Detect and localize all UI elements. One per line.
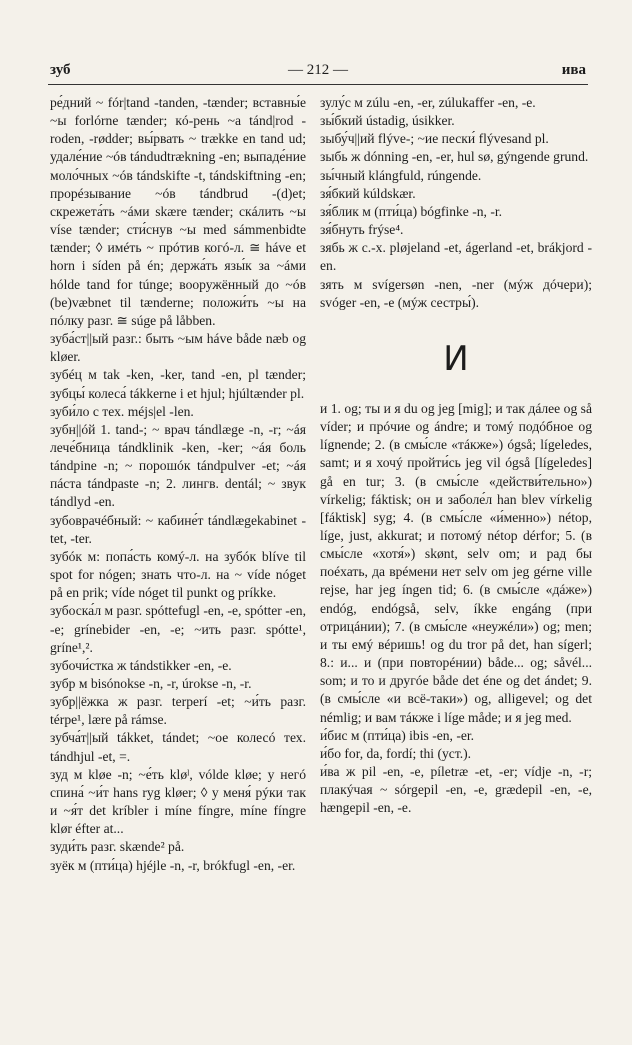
dictionary-entry: зыбь ж dónning -en, -er, hul sø, gýngende grund. <box>320 149 589 165</box>
dictionary-entry: и́бис м (пти́ца) ibis -en, -er. <box>320 727 475 743</box>
right-column <box>320 94 592 817</box>
dictionary-entry: зыбу́ч||ий flýve-; ~ие пески́ flývesand pl. <box>320 131 549 147</box>
dictionary-entry: зять м svígersøn -nen, -ner (мýж дóчери); svóger -en, -e (мýж сестры́). <box>320 276 592 310</box>
section-letter-heading: И <box>443 338 469 379</box>
dictionary-entry: зуд м kløe -n; ~е́ть kløˡ, vólde kløe; у негó спина́ ~и́т hans ryg kløer; ◊ у меня́ рýки так и ~я́т det kríbler i míne fíngre, míne fíngre klør éfter at... <box>50 766 306 837</box>
dictionary-entry: зя́блик м (пти́ца) bógfinke -n, -r. <box>320 203 503 219</box>
dictionary-entry: зубн||óй 1. tand-; ~ врач tándlæge -n, -r; ~áя лече́бница tándklinik -ken, -ker; ~áя боль tándpine -n; ~ порошóк tándpulver -et; ~áя пáста tándpaste -n; 2. лингв. dentál; ~ звук tándlyd -en. <box>50 421 306 510</box>
dictionary-entry: зуёк м (пти́ца) hjéjle -n, -r, brókfugl -en, -er. <box>50 857 296 873</box>
dictionary-entry: зубочи́стка ж tándstikker -en, -e. <box>50 657 232 673</box>
dictionary-entry: зя́бкий kúldskær. <box>320 185 416 201</box>
dictionary-entry: зубóк м: попа́сть комý-л. на зубóк blíve til spot for nógen; знать что-л. на ~ víde nóget på en prik; víde nóget til punkt og príkke. <box>50 548 306 601</box>
dictionary-entry: зубр м bisónokse -n, -r, úrokse -n, -r. <box>50 676 252 691</box>
running-header <box>50 62 586 86</box>
dictionary-entry: ре́дний ~ fór|tand -tanden, -tænder; вставны́е ~ы forlórne tænder; кó-рень ~а tánd|rod -roden, -rødder; вы́рвать ~ trække en tand ud; удале́ние ~óв tándudtrækning -en; выпаде́ние моло́чных ~óв tándskifte -t, tándskiftning -en; прорéзывание ~óв tándbrud -(d)et; скрежета́ть ~áми skære tænder; скáлить ~ы víse tænder; сти́снув ~ы med sámmenbidte tænder; ◊ имéть ~ прóтив когó-л. ≅ háve et horn i síden på én; держа́ть язы́к за ~áми hólde tand for túnge; вооружённый до ~óв (be)væbnet til tænderne; положи́ть ~ы на пóлку разг. ≅ súge på låbben. <box>50 95 306 328</box>
dictionary-entry: зябь ж с.-х. pløjeland -et, ágerland -et, brákjord -en. <box>320 240 592 274</box>
dictionary-entry: зубéц м tak -ken, -ker, tand -en, pl tænder; зубцы́ колеса́ tákkerne i et hjul; hjúltænder pl. <box>50 367 306 401</box>
dictionary-entry: и́ва ж pil -en, -e, píletræ -et, -er; vídje -n, -r; плакýчая ~ sórgepil -en, -e, grædepil -en, -e, hængepil -en, -e. <box>320 764 592 816</box>
page-number: — 212 — <box>288 62 348 78</box>
dictionary-entry: зуди́ть разг. skænde² på. <box>50 839 185 855</box>
dictionary-entry: зы́чный klángfuld, rúngende. <box>320 167 482 183</box>
left-column <box>50 94 306 875</box>
header-last-word: ива <box>561 62 586 78</box>
dictionary-entry: зубоврачéбный: ~ кабине́т tándlægekabinet -tet, -ter. <box>50 512 306 546</box>
dictionary-entry: зуби́ло с тех. méjs|el -len. <box>50 403 194 419</box>
dictionary-entry: и 1. og; ты и я du og jeg [mig]; и так дáлее og så víder; и прóчие og ándre; и томý подóбное og lígnende; 2. (в смы́сле «тáкже») ógså; lígeledes, samt; и я хочý пройти́сь jeg vil ógså [lígeledes] gå en tur; 3. (в смы́сле «действи́тельно») vírkelig; fáktisk; он и заболе́л han blev vírkelig [fáktisk] syg; 4. (в смы́сле «и́менно») nétop, líge, just, akkurat; и потомý nétop dérfor; 5. (в смы́сле «хотя́») skønt, selv om; и рад бы поéхать, да врéмени нет selv om jeg gérne ville rejse, har jeg íngen tid; 6. (в смы́сле «дáже») endóg, endógså, selv, íkke engáng (при отрицáнии); 7. (в смы́сле «неужéли») og; men; и ты емý вéришь! og du tror på det, han sígerl; 8.: и... и (при повторéнии) både... og; såvél... som; и то и другóе både det éne og det ándet; 9. (в смы́сле «и всё-таки») og, alligevel; og det némlig; и вам тáкже i líge måde; и я jeg med. <box>320 400 592 725</box>
dictionary-entry: зубр||ёжка ж разг. terperí -et; ~и́ть разг. térpe¹, lære på rámse. <box>50 694 306 728</box>
header-rule <box>48 84 588 85</box>
dictionary-entry: зя́бнуть frýse⁴. <box>320 222 404 238</box>
dictionary-entry: и́бо for, da, fordí; thi (уст.). <box>320 745 472 761</box>
dictionary-entry: зубча́т||ый tákket, tándet; ~ое колесó тех. tándhjul -et, =. <box>50 730 306 764</box>
dictionary-entry: зы́бкий ústadig, úsikker. <box>320 113 455 129</box>
dictionary-entry: зуба́ст||ый разг.: быть ~ым háve både næb og kløer. <box>50 331 306 365</box>
dictionary-entry: зубоска́л м разг. spóttefugl -en, -e, spótter -en, -e; grínebider -en, -e; ~ить разг. spótte¹, gríne¹,². <box>50 603 306 655</box>
header-first-word: зуб <box>50 62 71 78</box>
dictionary-entry: зулу́с м zúlu -en, -er, zúlukaffer -en, -e. <box>320 95 536 110</box>
